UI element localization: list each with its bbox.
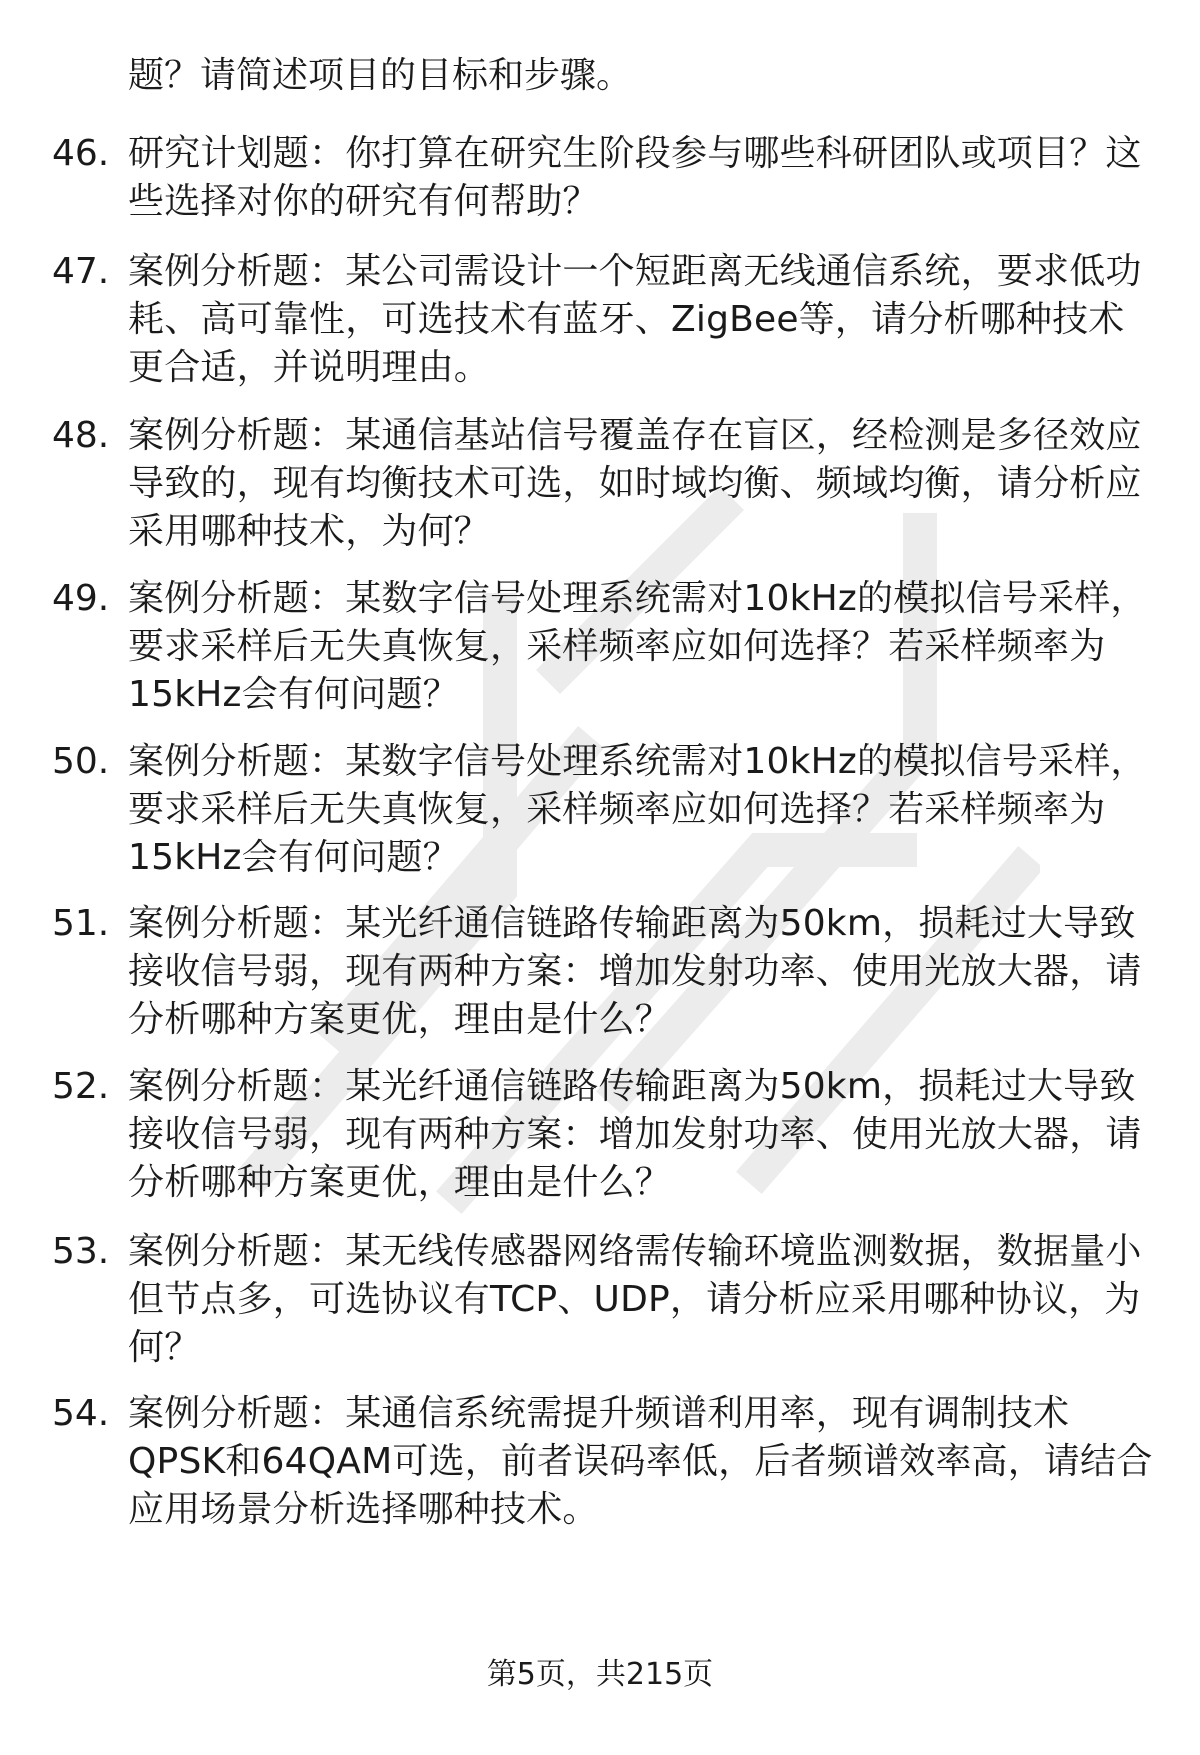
question-number: 51. [52, 903, 110, 944]
question-number: 49. [52, 578, 110, 619]
question-number: 52. [52, 1066, 110, 1107]
question-text: 案例分析题：某光纤通信链路传输距离为50km，损耗过大导致接收信号弱，现有两种方案：增加发射功率、使用光放大器，请分析哪种方案更优，理由是什么？ [128, 903, 1142, 1040]
question-text: 案例分析题：某数字信号处理系统需对10kHz的模拟信号采样，要求采样后无失真恢复，采样频率应如何选择？若采样频率为15kHz会有何问题？ [128, 741, 1147, 878]
question-text: 案例分析题：某公司需设计一个短距离无线通信系统，要求低功耗、高可靠性，可选技术有蓝牙、ZigBee等，请分析哪种技术更合适，并说明理由。 [128, 251, 1142, 388]
question-number: 46. [52, 133, 110, 174]
question-text: 案例分析题：某无线传感器网络需传输环境监测数据，数据量小但节点多，可选协议有TCP、UDP，请分析应采用哪种协议，为何？ [128, 1231, 1142, 1368]
question-number: 48. [52, 415, 110, 456]
question-text: 案例分析题：某通信基站信号覆盖存在盲区，经检测是多径效应导致的，现有均衡技术可选，如时域均衡、频域均衡，请分析应采用哪种技术，为何？ [128, 415, 1142, 552]
question-number: 50. [52, 741, 110, 782]
continued-question-text: 题？请简述项目的目标和步骤。 [128, 55, 633, 96]
question-text: 案例分析题：某数字信号处理系统需对10kHz的模拟信号采样，要求采样后无失真恢复，采样频率应如何选择？若采样频率为15kHz会有何问题？ [128, 578, 1147, 715]
question-text: 案例分析题：某通信系统需提升频谱利用率，现有调制技术QPSK和64QAM可选，前者误码率低，后者频谱效率高，请结合应用场景分析选择哪种技术。 [128, 1393, 1153, 1530]
question-number: 54. [52, 1393, 110, 1434]
question-text: 研究计划题：你打算在研究生阶段参与哪些科研团队或项目？这些选择对你的研究有何帮助？ [128, 133, 1142, 222]
question-number: 47. [52, 251, 110, 292]
question-number: 53. [52, 1231, 110, 1272]
page-footer: 第5页，共215页 [486, 1657, 714, 1692]
question-text: 案例分析题：某光纤通信链路传输距离为50km，损耗过大导致接收信号弱，现有两种方案：增加发射功率、使用光放大器，请分析哪种方案更优，理由是什么？ [128, 1066, 1142, 1203]
